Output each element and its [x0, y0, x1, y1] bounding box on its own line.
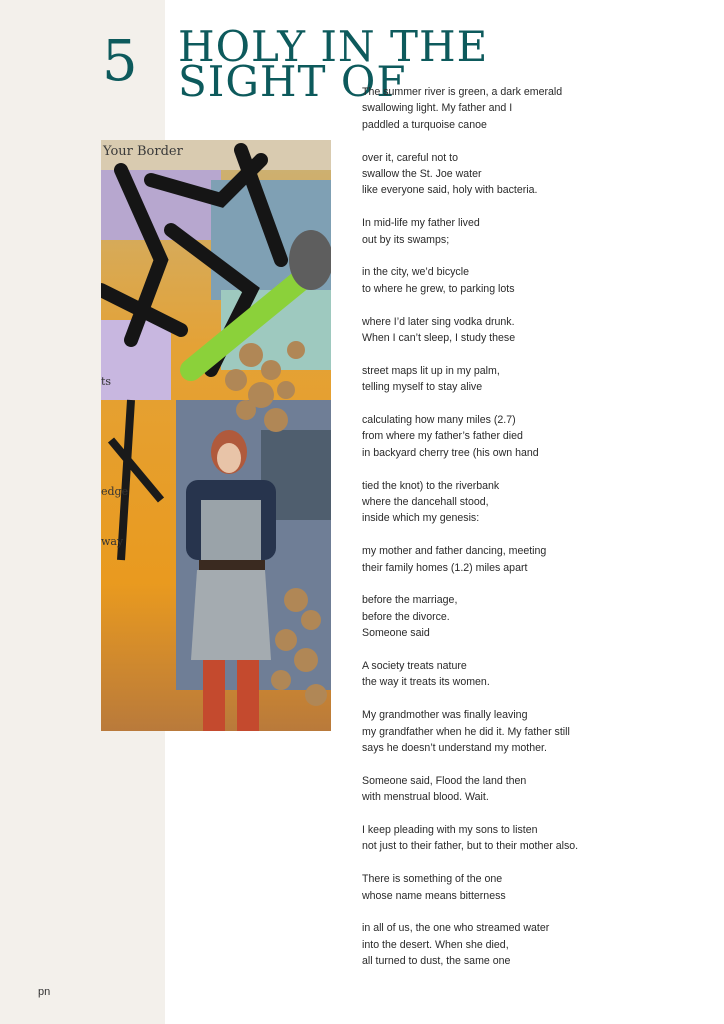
- poem-stanza: [362, 707, 682, 756]
- poem-body: [362, 84, 682, 986]
- poem-stanza: [362, 314, 682, 347]
- poem-line: all turned to dust, the same one: [362, 955, 511, 968]
- poem-line: Someone said: [362, 627, 430, 640]
- poem-line: over it, careful not to: [362, 151, 458, 164]
- poem-line: the way it treats its women.: [362, 676, 490, 689]
- poem-line: in backyard cherry tree (his own hand: [362, 446, 539, 459]
- poem-line: There is something of the one: [362, 873, 503, 886]
- poem-stanza: [362, 920, 682, 969]
- poem-line: swallowing light. My father and I: [362, 102, 513, 115]
- poem-line: swallow the St. Joe water: [362, 168, 482, 181]
- poem-line: not just to their father, but to their mother also.: [362, 840, 579, 853]
- poem-line: out by its swamps;: [362, 233, 450, 246]
- collage-text-edge: edge: [101, 485, 129, 498]
- poem-stanza: [362, 363, 682, 396]
- poem-stanza: [362, 412, 682, 461]
- poem-line: street maps lit up in my palm,: [362, 364, 500, 377]
- poem-line: my mother and father dancing, meeting: [362, 545, 547, 558]
- poem-line: with menstrual blood. Wait.: [362, 791, 489, 804]
- poem-stanza: [362, 150, 682, 199]
- poem-stanza: [362, 658, 682, 691]
- collage-text-border: Your Border: [103, 144, 183, 159]
- collage-text-ts: ts: [101, 375, 112, 388]
- page-title: HOLY IN THE SIGHT OF: [178, 22, 489, 106]
- poem-stanza: [362, 264, 682, 297]
- poem-line: A society treats nature: [362, 660, 467, 673]
- poem-stanza: [362, 543, 682, 576]
- collage-image: [101, 140, 331, 731]
- poem-line: where I’d later sing vodka drunk.: [362, 315, 515, 328]
- poem-line: telling myself to stay alive: [362, 381, 483, 394]
- poem-stanza: [362, 871, 682, 904]
- poem-line: Someone said, Flood the land then: [362, 774, 527, 787]
- poem-line: inside which my genesis:: [362, 512, 480, 525]
- collage-text-way: way: [101, 535, 124, 548]
- poem-stanza: [362, 84, 682, 133]
- collage-artwork: [101, 140, 331, 731]
- poem-line: The summer river is green, a dark emerald: [362, 86, 563, 98]
- poem-stanza: [362, 773, 682, 806]
- poem-line: before the divorce.: [362, 610, 450, 623]
- poem-line: before the marriage,: [362, 594, 458, 607]
- poem-line: I keep pleading with my sons to listen: [362, 824, 538, 837]
- poem-line: My grandmother was finally leaving: [362, 709, 528, 722]
- poem-stanza: [362, 822, 682, 855]
- poem-line: from where my father’s father died: [362, 430, 523, 443]
- poem-line: tied the knot) to the riverbank: [362, 479, 500, 492]
- poem-line: where the dancehall stood,: [362, 496, 489, 509]
- poem-line: into the desert. When she died,: [362, 938, 509, 951]
- poem-stanza: [362, 478, 682, 527]
- page-number: 5: [102, 29, 138, 94]
- poem-line: In mid-life my father lived: [362, 217, 480, 230]
- poem-line: their family homes (1.2) miles apart: [362, 561, 528, 574]
- poem-line: paddled a turquoise canoe: [362, 118, 487, 131]
- poem-line: whose name means bitterness: [362, 889, 506, 902]
- poem-line: says he doesn’t understand my mother.: [362, 742, 547, 755]
- poem-line: like everyone said, holy with bacteria.: [362, 184, 538, 197]
- poem-line: in all of us, the one who streamed water: [362, 922, 550, 935]
- footer-label: pn: [38, 986, 51, 998]
- poem-stanza: [362, 215, 682, 248]
- poem-stanza: [362, 592, 682, 641]
- poem-line: in the city, we’d bicycle: [362, 266, 469, 279]
- poem-line: calculating how many miles (2.7): [362, 414, 516, 427]
- poem-line: to where he grew, to parking lots: [362, 282, 515, 295]
- poem-line: my grandfather when he did it. My father still: [362, 725, 570, 738]
- poem-line: When I can’t sleep, I study these: [362, 332, 516, 345]
